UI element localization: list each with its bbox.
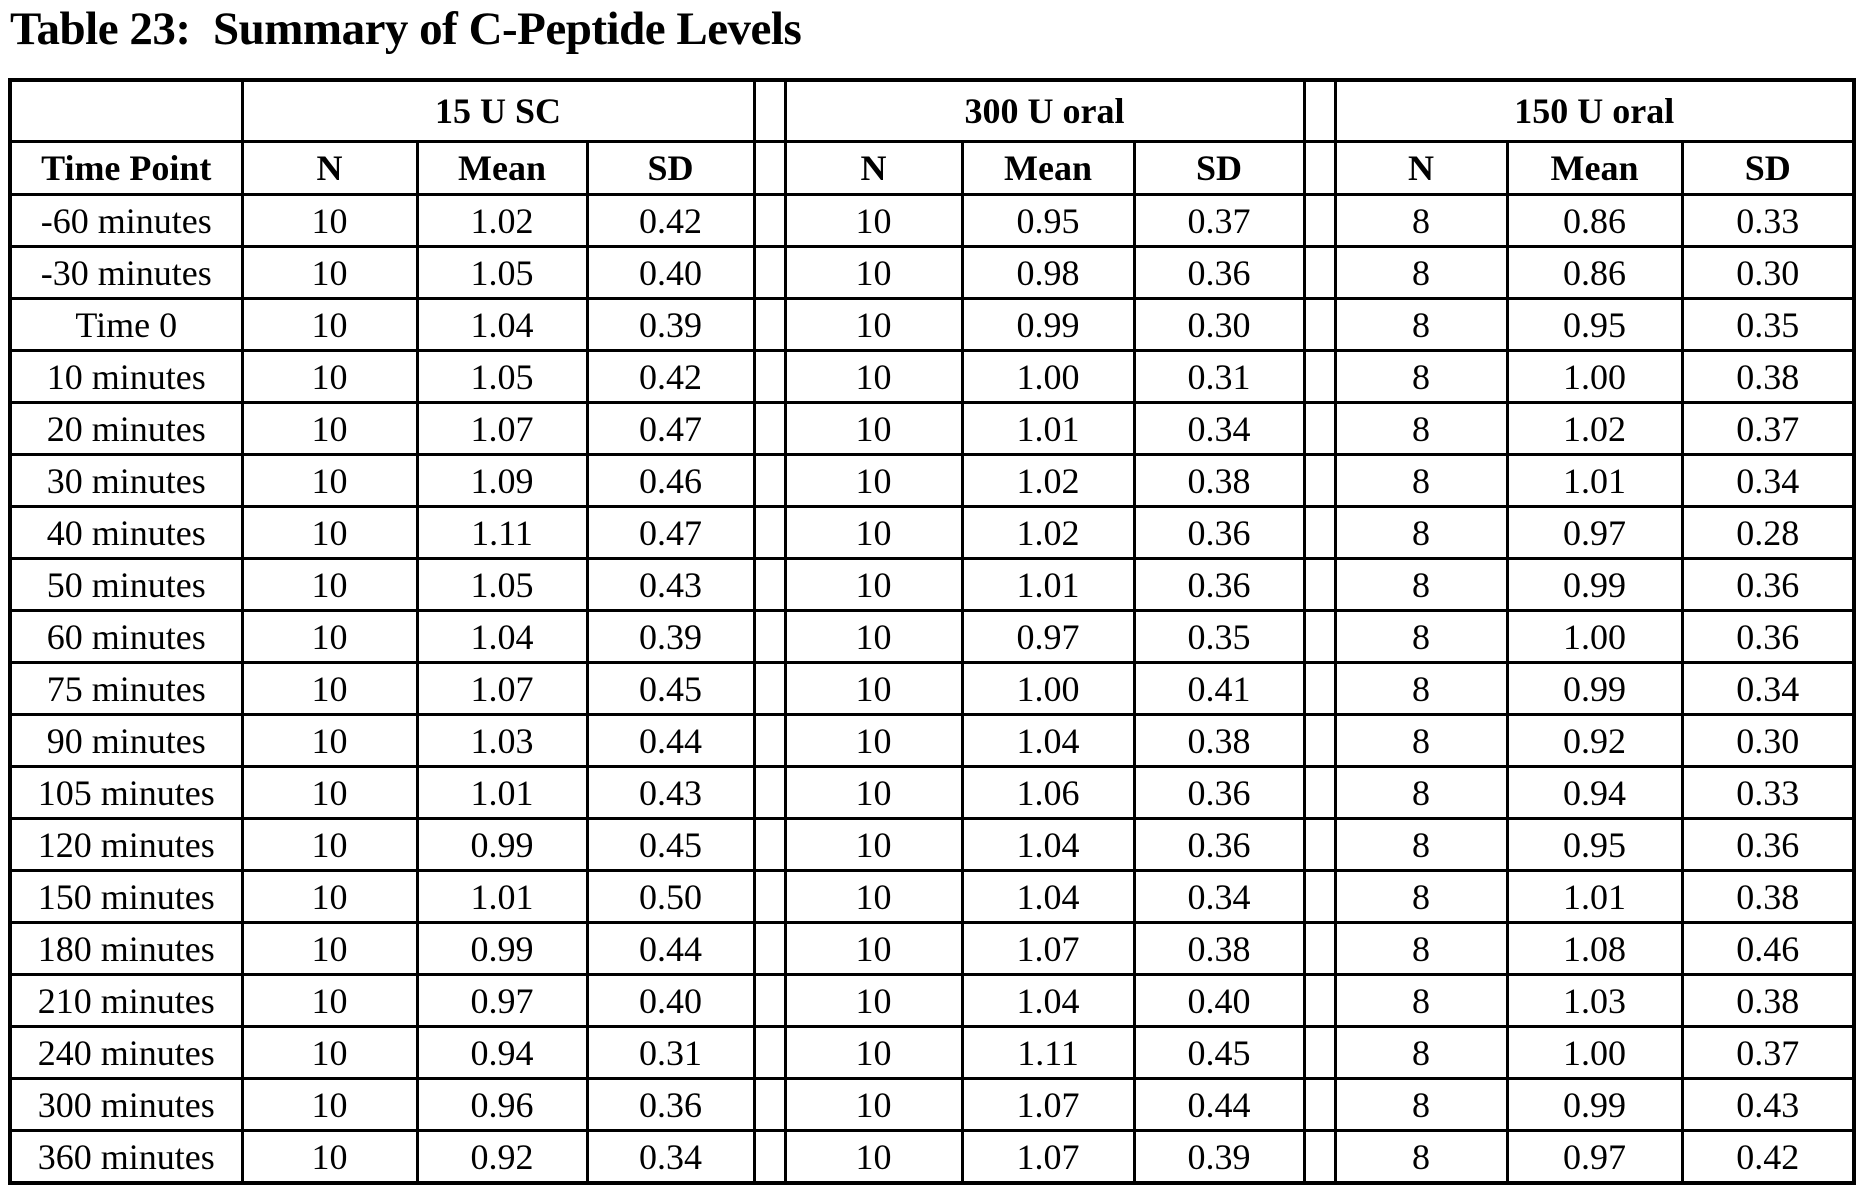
value-cell: 10 [785, 663, 962, 715]
value-cell: 10 [785, 1027, 962, 1079]
value-cell: 10 [785, 403, 962, 455]
value-cell: 10 [785, 923, 962, 975]
value-cell: 1.02 [417, 195, 587, 247]
value-cell: 8 [1335, 871, 1507, 923]
table-row [10, 1131, 1854, 1184]
value-cell: 0.38 [1134, 455, 1304, 507]
group-separator [1304, 715, 1335, 767]
value-cell: 10 [785, 195, 962, 247]
group-separator [1304, 351, 1335, 403]
value-cell: 0.38 [1134, 923, 1304, 975]
value-cell: 10 [785, 871, 962, 923]
value-cell: 0.36 [1134, 819, 1304, 871]
time-point-cell: 40 minutes [10, 507, 242, 559]
value-cell: 1.04 [417, 611, 587, 663]
value-cell: 1.03 [417, 715, 587, 767]
value-cell: 0.40 [587, 975, 754, 1027]
value-cell: 0.37 [1682, 1027, 1854, 1079]
group-separator [1304, 1027, 1335, 1079]
time-point-cell: 105 minutes [10, 767, 242, 819]
value-cell: 0.44 [1134, 1079, 1304, 1131]
value-cell: 10 [242, 975, 417, 1027]
group-separator [1304, 819, 1335, 871]
value-cell: 1.02 [1507, 403, 1682, 455]
value-cell: 0.34 [1134, 871, 1304, 923]
group-separator [1304, 195, 1335, 247]
value-cell: 8 [1335, 247, 1507, 299]
group-header-15-u-sc: 15 U SC [242, 80, 754, 142]
value-cell: 8 [1335, 507, 1507, 559]
value-cell: 0.36 [1134, 559, 1304, 611]
group-separator [1304, 871, 1335, 923]
value-cell: 10 [242, 923, 417, 975]
value-cell: 10 [242, 1027, 417, 1079]
value-cell: 0.45 [587, 663, 754, 715]
value-cell: 0.39 [1134, 1131, 1304, 1184]
value-cell: 10 [242, 611, 417, 663]
value-cell: 10 [785, 455, 962, 507]
time-point-cell: 10 minutes [10, 351, 242, 403]
value-cell: 0.30 [1134, 299, 1304, 351]
value-cell: 1.05 [417, 247, 587, 299]
value-cell: 0.43 [1682, 1079, 1854, 1131]
value-cell: 8 [1335, 1027, 1507, 1079]
value-cell: 0.38 [1682, 871, 1854, 923]
value-cell: 0.46 [587, 455, 754, 507]
value-cell: 0.99 [1507, 559, 1682, 611]
value-cell: 8 [1335, 611, 1507, 663]
value-cell: 0.36 [1134, 507, 1304, 559]
value-cell: 0.94 [1507, 767, 1682, 819]
c-peptide-summary-table [8, 78, 1856, 1185]
value-cell: 10 [785, 247, 962, 299]
value-cell: 10 [785, 767, 962, 819]
group-separator [1304, 299, 1335, 351]
value-cell: 1.07 [962, 1131, 1134, 1184]
value-cell: 0.39 [587, 299, 754, 351]
table-row [10, 819, 1854, 871]
value-cell: 0.45 [1134, 1027, 1304, 1079]
table-row [10, 611, 1854, 663]
value-cell: 0.47 [587, 507, 754, 559]
value-cell: 10 [242, 715, 417, 767]
value-cell: 10 [242, 351, 417, 403]
value-cell: 0.97 [1507, 1131, 1682, 1184]
time-point-cell: 120 minutes [10, 819, 242, 871]
value-cell: 0.98 [962, 247, 1134, 299]
value-cell: 1.04 [417, 299, 587, 351]
value-cell: 1.07 [417, 403, 587, 455]
table-row [10, 663, 1854, 715]
table-row [10, 767, 1854, 819]
col-header-sd-group2: SD [1134, 142, 1304, 195]
value-cell: 0.99 [1507, 663, 1682, 715]
value-cell: 1.06 [962, 767, 1134, 819]
value-cell: 10 [242, 819, 417, 871]
value-cell: 8 [1335, 299, 1507, 351]
group-separator [754, 351, 785, 403]
value-cell: 1.11 [417, 507, 587, 559]
value-cell: 10 [242, 195, 417, 247]
value-cell: 0.40 [587, 247, 754, 299]
group-separator [754, 403, 785, 455]
value-cell: 10 [785, 611, 962, 663]
group-separator [754, 819, 785, 871]
value-cell: 10 [785, 975, 962, 1027]
value-cell: 8 [1335, 403, 1507, 455]
value-cell: 1.01 [417, 767, 587, 819]
time-point-column-header: Time Point [10, 142, 242, 195]
value-cell: 0.34 [1682, 663, 1854, 715]
value-cell: 0.30 [1682, 247, 1854, 299]
value-cell: 0.34 [1682, 455, 1854, 507]
group-separator [754, 195, 785, 247]
group-header-150-u-oral: 150 U oral [1335, 80, 1854, 142]
group-separator [754, 299, 785, 351]
value-cell: 0.46 [1682, 923, 1854, 975]
value-cell: 0.92 [417, 1131, 587, 1184]
corner-cell [10, 80, 242, 142]
group-separator [1304, 559, 1335, 611]
group-separator [754, 715, 785, 767]
value-cell: 0.95 [1507, 299, 1682, 351]
value-cell: 0.42 [587, 351, 754, 403]
value-cell: 8 [1335, 351, 1507, 403]
value-cell: 10 [242, 1079, 417, 1131]
value-cell: 0.36 [1134, 767, 1304, 819]
value-cell: 1.03 [1507, 975, 1682, 1027]
value-cell: 1.00 [962, 663, 1134, 715]
value-cell: 0.38 [1682, 351, 1854, 403]
table-row [10, 403, 1854, 455]
value-cell: 0.36 [1682, 819, 1854, 871]
value-cell: 1.02 [962, 455, 1134, 507]
value-cell: 0.33 [1682, 767, 1854, 819]
value-cell: 0.31 [587, 1027, 754, 1079]
value-cell: 10 [242, 559, 417, 611]
value-cell: 0.45 [587, 819, 754, 871]
value-cell: 0.35 [1682, 299, 1854, 351]
table-row [10, 1079, 1854, 1131]
value-cell: 1.05 [417, 559, 587, 611]
value-cell: 0.35 [1134, 611, 1304, 663]
value-cell: 0.33 [1682, 195, 1854, 247]
group-header-300-u-oral: 300 U oral [785, 80, 1304, 142]
col-header-sd-group1: SD [587, 142, 754, 195]
value-cell: 0.42 [1682, 1131, 1854, 1184]
value-cell: 10 [242, 247, 417, 299]
value-cell: 0.31 [1134, 351, 1304, 403]
time-point-cell: 20 minutes [10, 403, 242, 455]
col-header-mean-group3: Mean [1507, 142, 1682, 195]
group-separator [1304, 975, 1335, 1027]
value-cell: 10 [785, 299, 962, 351]
value-cell: 8 [1335, 559, 1507, 611]
value-cell: 1.02 [962, 507, 1134, 559]
value-cell: 10 [785, 715, 962, 767]
group-separator [1304, 611, 1335, 663]
value-cell: 10 [242, 403, 417, 455]
group-separator [754, 611, 785, 663]
table-row [10, 923, 1854, 975]
value-cell: 0.36 [1682, 559, 1854, 611]
time-point-cell: 90 minutes [10, 715, 242, 767]
group-separator [754, 142, 785, 195]
value-cell: 0.38 [1134, 715, 1304, 767]
value-cell: 0.94 [417, 1027, 587, 1079]
value-cell: 1.00 [1507, 611, 1682, 663]
value-cell: 8 [1335, 923, 1507, 975]
col-header-mean-group2: Mean [962, 142, 1134, 195]
table-row [10, 247, 1854, 299]
value-cell: 0.36 [587, 1079, 754, 1131]
value-cell: 0.47 [587, 403, 754, 455]
value-cell: 8 [1335, 767, 1507, 819]
value-cell: 1.01 [1507, 455, 1682, 507]
table-row [10, 195, 1854, 247]
group-separator [1304, 923, 1335, 975]
group-separator [754, 1079, 785, 1131]
table-row [10, 975, 1854, 1027]
col-header-n-group2: N [785, 142, 962, 195]
group-separator [1304, 1079, 1335, 1131]
value-cell: 0.97 [962, 611, 1134, 663]
value-cell: 10 [242, 663, 417, 715]
value-cell: 0.97 [1507, 507, 1682, 559]
value-cell: 0.95 [962, 195, 1134, 247]
value-cell: 10 [785, 1079, 962, 1131]
value-cell: 10 [785, 559, 962, 611]
value-cell: 10 [242, 1131, 417, 1184]
group-separator [754, 871, 785, 923]
group-separator [1304, 142, 1335, 195]
group-separator [754, 1027, 785, 1079]
col-header-n-group3: N [1335, 142, 1507, 195]
value-cell: 8 [1335, 819, 1507, 871]
value-cell: 0.95 [1507, 819, 1682, 871]
time-point-cell: 60 minutes [10, 611, 242, 663]
time-point-cell: 75 minutes [10, 663, 242, 715]
value-cell: 0.36 [1134, 247, 1304, 299]
value-cell: 0.30 [1682, 715, 1854, 767]
group-separator [754, 80, 785, 142]
time-point-cell: -60 minutes [10, 195, 242, 247]
col-header-mean-group1: Mean [417, 142, 587, 195]
table-body [10, 195, 1854, 1184]
value-cell: 8 [1335, 1079, 1507, 1131]
value-cell: 1.01 [1507, 871, 1682, 923]
value-cell: 8 [1335, 975, 1507, 1027]
time-point-cell: 50 minutes [10, 559, 242, 611]
value-cell: 10 [242, 299, 417, 351]
value-cell: 1.04 [962, 819, 1134, 871]
value-cell: 0.36 [1682, 611, 1854, 663]
value-cell: 10 [785, 1131, 962, 1184]
table-row [10, 299, 1854, 351]
table-row [10, 871, 1854, 923]
table-row [10, 507, 1854, 559]
value-cell: 8 [1335, 455, 1507, 507]
value-cell: 1.01 [417, 871, 587, 923]
group-separator [754, 559, 785, 611]
value-cell: 8 [1335, 715, 1507, 767]
value-cell: 1.11 [962, 1027, 1134, 1079]
group-separator [754, 455, 785, 507]
value-cell: 0.99 [1507, 1079, 1682, 1131]
value-cell: 1.04 [962, 715, 1134, 767]
col-header-n-group1: N [242, 142, 417, 195]
value-cell: 1.04 [962, 871, 1134, 923]
time-point-cell: 240 minutes [10, 1027, 242, 1079]
value-cell: 0.37 [1134, 195, 1304, 247]
value-cell: 1.07 [962, 1079, 1134, 1131]
value-cell: 0.38 [1682, 975, 1854, 1027]
group-separator [1304, 247, 1335, 299]
value-cell: 1.00 [1507, 1027, 1682, 1079]
value-cell: 10 [242, 455, 417, 507]
value-cell: 10 [785, 819, 962, 871]
group-separator [754, 663, 785, 715]
value-cell: 0.41 [1134, 663, 1304, 715]
column-header-row [10, 142, 1854, 195]
value-cell: 0.44 [587, 715, 754, 767]
value-cell: 0.34 [587, 1131, 754, 1184]
group-separator [1304, 80, 1335, 142]
table-row [10, 351, 1854, 403]
group-separator [1304, 455, 1335, 507]
time-point-cell: 150 minutes [10, 871, 242, 923]
value-cell: 0.50 [587, 871, 754, 923]
value-cell: 0.86 [1507, 195, 1682, 247]
value-cell: 10 [242, 767, 417, 819]
value-cell: 8 [1335, 663, 1507, 715]
value-cell: 10 [785, 351, 962, 403]
time-point-cell: 360 minutes [10, 1131, 242, 1184]
group-separator [1304, 507, 1335, 559]
group-header-row [10, 80, 1854, 142]
value-cell: 1.07 [962, 923, 1134, 975]
value-cell: 1.07 [417, 663, 587, 715]
value-cell: 0.37 [1682, 403, 1854, 455]
value-cell: 1.01 [962, 559, 1134, 611]
value-cell: 0.86 [1507, 247, 1682, 299]
value-cell: 0.40 [1134, 975, 1304, 1027]
table-row [10, 455, 1854, 507]
value-cell: 1.08 [1507, 923, 1682, 975]
value-cell: 0.97 [417, 975, 587, 1027]
value-cell: 0.99 [417, 923, 587, 975]
value-cell: 0.99 [417, 819, 587, 871]
group-separator [1304, 403, 1335, 455]
value-cell: 1.04 [962, 975, 1134, 1027]
value-cell: 0.92 [1507, 715, 1682, 767]
group-separator [754, 975, 785, 1027]
time-point-cell: -30 minutes [10, 247, 242, 299]
value-cell: 0.99 [962, 299, 1134, 351]
value-cell: 8 [1335, 1131, 1507, 1184]
value-cell: 1.01 [962, 403, 1134, 455]
group-separator [1304, 1131, 1335, 1184]
value-cell: 0.96 [417, 1079, 587, 1131]
col-header-sd-group3: SD [1682, 142, 1854, 195]
table-title: Table 23: Summary of C-Peptide Levels [10, 3, 802, 55]
value-cell: 0.34 [1134, 403, 1304, 455]
value-cell: 0.44 [587, 923, 754, 975]
group-separator [1304, 663, 1335, 715]
table-row [10, 1027, 1854, 1079]
table-row [10, 559, 1854, 611]
value-cell: 0.42 [587, 195, 754, 247]
table-row [10, 715, 1854, 767]
value-cell: 10 [242, 507, 417, 559]
value-cell: 8 [1335, 195, 1507, 247]
group-separator [754, 1131, 785, 1184]
value-cell: 0.43 [587, 559, 754, 611]
value-cell: 10 [785, 507, 962, 559]
value-cell: 0.39 [587, 611, 754, 663]
value-cell: 0.43 [587, 767, 754, 819]
table-header [10, 80, 1854, 195]
time-point-cell: 180 minutes [10, 923, 242, 975]
time-point-cell: 210 minutes [10, 975, 242, 1027]
value-cell: 10 [242, 871, 417, 923]
value-cell: 1.09 [417, 455, 587, 507]
group-separator [754, 507, 785, 559]
time-point-cell: 30 minutes [10, 455, 242, 507]
value-cell: 1.00 [1507, 351, 1682, 403]
time-point-cell: 300 minutes [10, 1079, 242, 1131]
group-separator [754, 247, 785, 299]
group-separator [754, 923, 785, 975]
value-cell: 1.05 [417, 351, 587, 403]
value-cell: 0.28 [1682, 507, 1854, 559]
time-point-cell: Time 0 [10, 299, 242, 351]
group-separator [1304, 767, 1335, 819]
value-cell: 1.00 [962, 351, 1134, 403]
group-separator [754, 767, 785, 819]
